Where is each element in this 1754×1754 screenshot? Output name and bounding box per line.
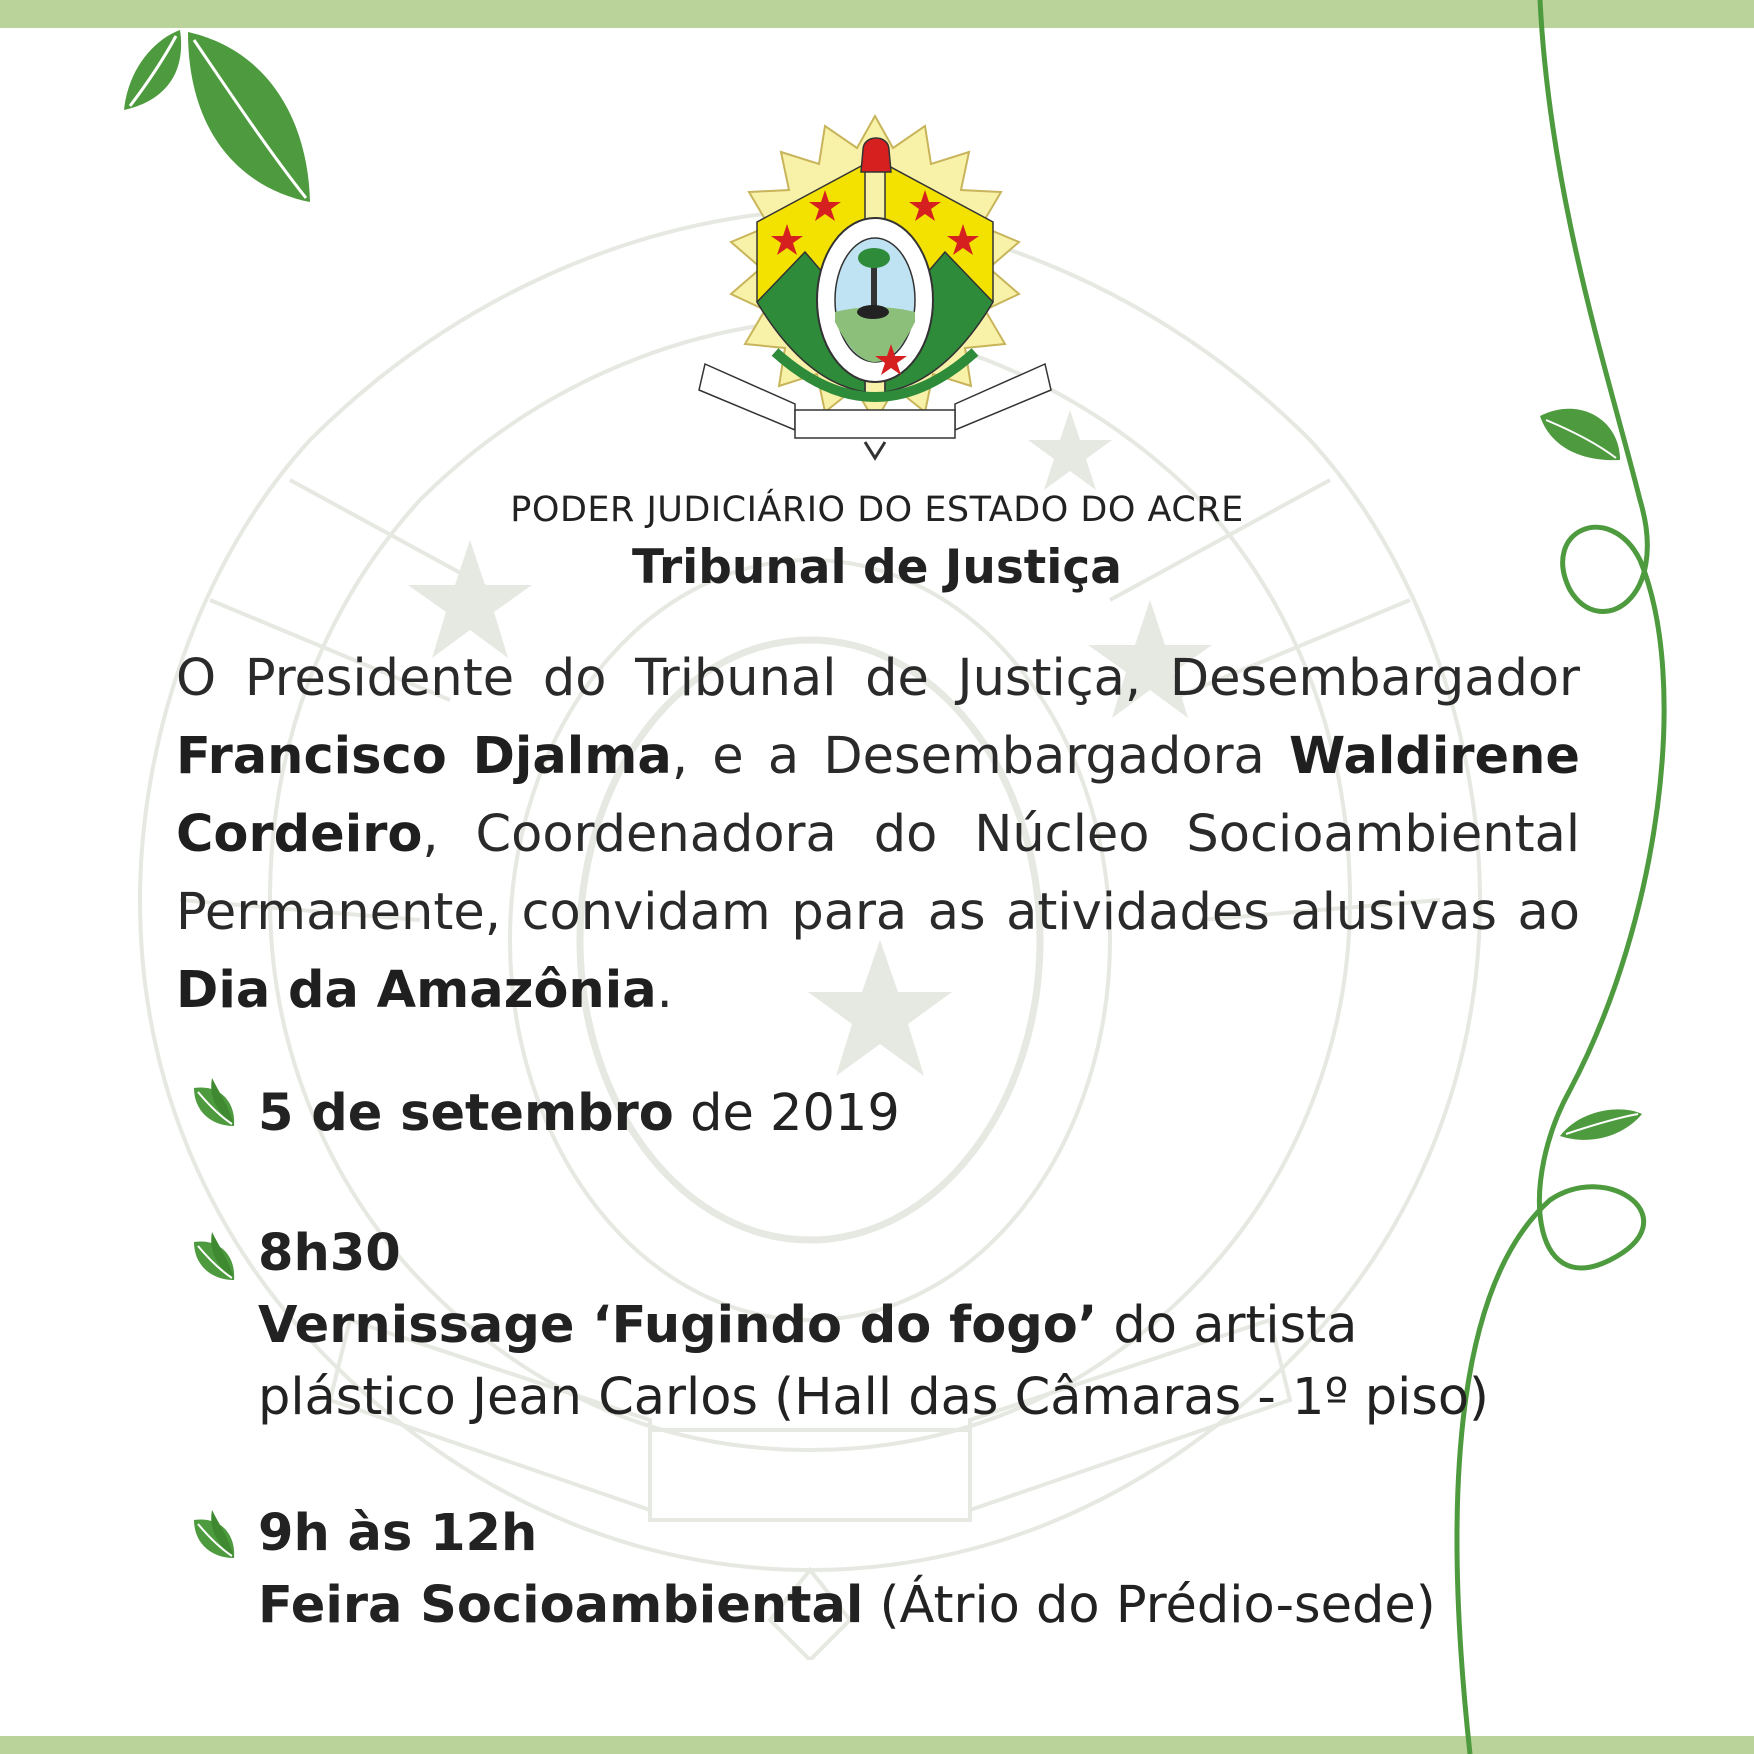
event-name: Dia da Amazônia [176,961,657,1020]
date-year: de 2019 [673,1084,900,1143]
invitation-text-part: O Presidente do Tribunal de Justiça, Desembargador [176,649,1580,708]
schedule-item-feira [258,1498,1436,1642]
leaves-top-left-icon [118,30,318,210]
coat-of-arms-crest-icon [695,112,1055,462]
item1-title: Vernissage ‘Fugindo do fogo’ [258,1296,1098,1355]
item2-location: (Átrio do Prédio-sede) [863,1576,1436,1635]
court-name: Tribunal de Justiça [632,540,1122,595]
invitation-text-part: , e a Desembargadora [671,727,1290,786]
item1-time: 8h30 [258,1224,401,1283]
item1-location: plástico Jean Carlos (Hall das Câmaras - 1º piso) [258,1368,1489,1427]
item2-time: 9h às 12h [258,1504,538,1563]
item1-detail: do artista [1097,1296,1358,1355]
leaf-bullet-icon [190,1070,240,1130]
coordinator-name: Waldirene Cordeiro [176,727,1580,864]
date-bold: 5 de setembro [258,1084,674,1143]
invitation-text-part: . [656,961,673,1020]
invitation-text-part: , Coordenadora do Núcleo Socioambiental Permanente, convidam para as atividades alusivas ao [176,805,1580,942]
leaf-bullet-icon [190,1502,240,1562]
schedule-item-vernissage [258,1218,1489,1434]
invitation-text [176,640,1580,1030]
leaf-bullet-icon [190,1224,240,1284]
item2-title: Feira Socioambiental [258,1576,864,1635]
institution-name: PODER JUDICIÁRIO DO ESTADO DO ACRE [510,490,1244,530]
president-name: Francisco Djalma [176,727,672,786]
schedule-date [258,1078,900,1150]
